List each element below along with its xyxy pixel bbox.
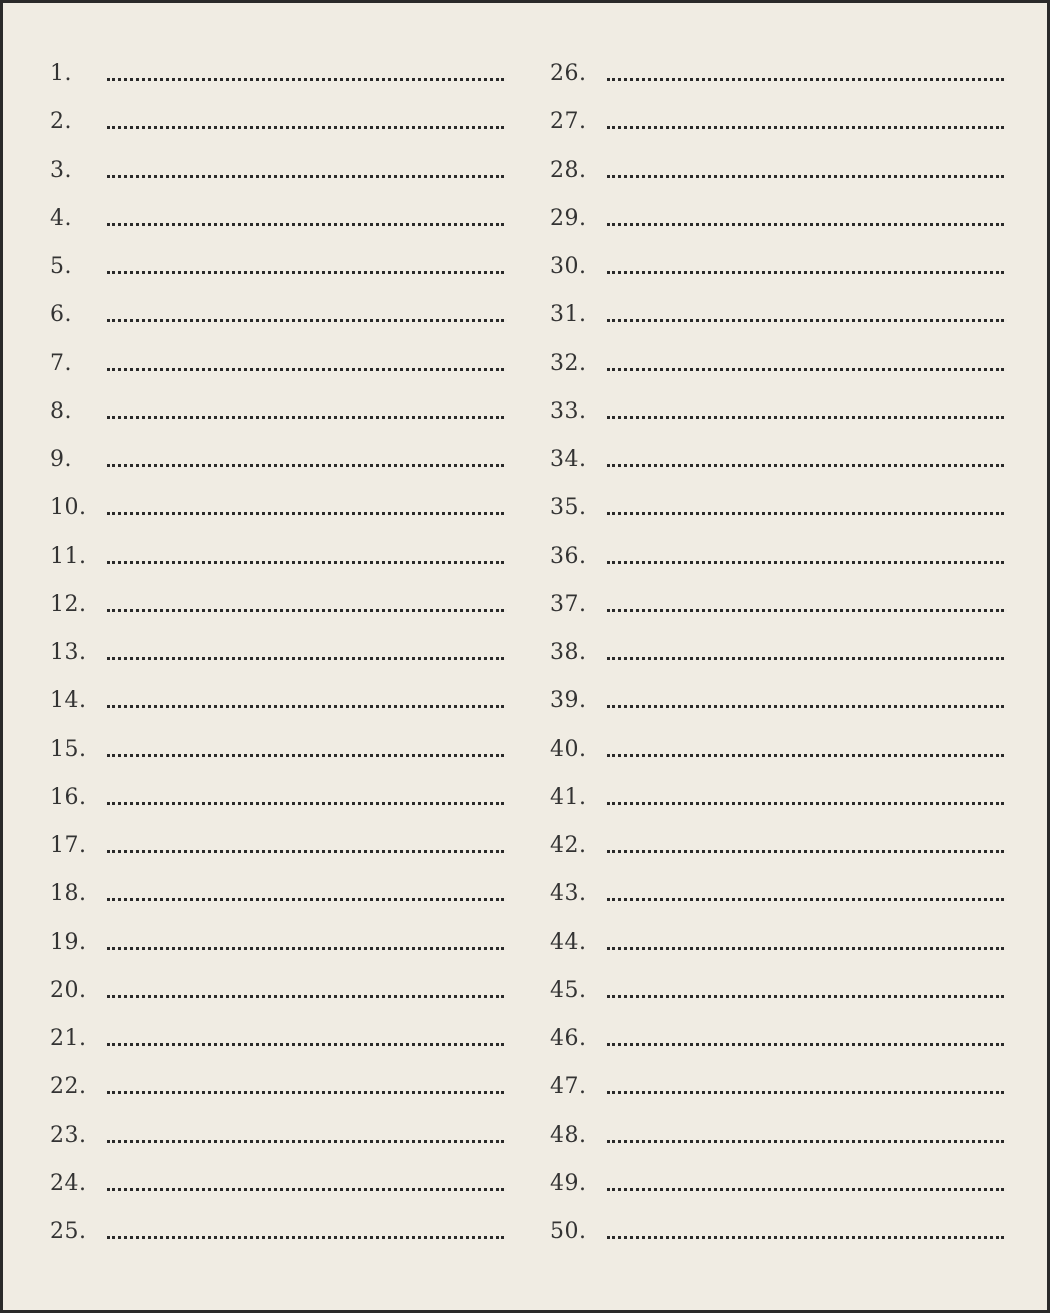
list-item bbox=[550, 389, 1005, 437]
dotted-answer-line[interactable] bbox=[607, 561, 1004, 564]
item-number: 41. bbox=[550, 784, 587, 810]
list-item bbox=[550, 292, 1005, 340]
dotted-answer-line[interactable] bbox=[607, 175, 1004, 178]
item-number: 36. bbox=[550, 543, 587, 569]
list-item bbox=[50, 920, 505, 968]
item-number: 23. bbox=[50, 1122, 87, 1148]
dotted-answer-line[interactable] bbox=[607, 1236, 1004, 1239]
list-item bbox=[550, 920, 1005, 968]
item-number: 1. bbox=[50, 61, 72, 86]
dotted-answer-line[interactable] bbox=[107, 850, 504, 853]
list-item bbox=[50, 1209, 505, 1257]
item-number: 17. bbox=[50, 833, 87, 858]
dotted-answer-line[interactable] bbox=[107, 1140, 504, 1143]
list-item bbox=[50, 1161, 505, 1209]
item-number: 22. bbox=[50, 1074, 87, 1100]
dotted-answer-line[interactable] bbox=[607, 464, 1004, 467]
item-number: 15. bbox=[50, 736, 87, 762]
dotted-answer-line[interactable] bbox=[607, 850, 1004, 853]
list-item bbox=[50, 775, 505, 823]
dotted-answer-line[interactable] bbox=[607, 126, 1004, 129]
item-number: 13. bbox=[50, 640, 87, 665]
dotted-answer-line[interactable] bbox=[107, 271, 504, 274]
dotted-answer-line[interactable] bbox=[107, 657, 504, 660]
item-number: 12. bbox=[50, 591, 87, 617]
item-number: 44. bbox=[550, 929, 587, 955]
dotted-answer-line[interactable] bbox=[607, 1043, 1004, 1046]
list-item bbox=[50, 1064, 505, 1112]
list-item bbox=[50, 1016, 505, 1064]
list-item bbox=[50, 292, 505, 340]
list-item bbox=[50, 485, 505, 533]
dotted-answer-line[interactable] bbox=[607, 1091, 1004, 1094]
list-item bbox=[50, 196, 505, 244]
dotted-answer-line[interactable] bbox=[607, 705, 1004, 708]
item-number: 42. bbox=[550, 833, 587, 858]
item-number: 47. bbox=[550, 1074, 587, 1100]
item-number: 24. bbox=[50, 1170, 87, 1196]
list-item bbox=[50, 630, 505, 678]
dotted-answer-line[interactable] bbox=[107, 319, 504, 322]
item-number: 2. bbox=[50, 109, 72, 135]
list-item bbox=[550, 148, 1005, 196]
item-number: 16. bbox=[50, 784, 87, 810]
item-number: 40. bbox=[550, 736, 587, 762]
item-number: 50. bbox=[550, 1219, 587, 1244]
dotted-answer-line[interactable] bbox=[607, 223, 1004, 226]
list-item bbox=[550, 823, 1005, 871]
dotted-answer-line[interactable] bbox=[107, 705, 504, 708]
list-item bbox=[50, 341, 505, 389]
list-item bbox=[550, 1064, 1005, 1112]
right-column bbox=[550, 51, 1005, 1257]
item-number: 5. bbox=[50, 254, 72, 279]
list-item bbox=[550, 244, 1005, 292]
list-item bbox=[550, 1209, 1005, 1257]
dotted-answer-line[interactable] bbox=[607, 947, 1004, 950]
list-item bbox=[50, 389, 505, 437]
item-number: 7. bbox=[50, 350, 72, 376]
dotted-answer-line[interactable] bbox=[107, 754, 504, 757]
list-item bbox=[550, 775, 1005, 823]
dotted-answer-line[interactable] bbox=[107, 416, 504, 419]
list-item bbox=[50, 99, 505, 147]
dotted-answer-line[interactable] bbox=[607, 512, 1004, 515]
dotted-answer-line[interactable] bbox=[607, 898, 1004, 901]
dotted-answer-line[interactable] bbox=[607, 1188, 1004, 1191]
item-number: 48. bbox=[550, 1122, 587, 1148]
list-item bbox=[550, 534, 1005, 582]
list-item bbox=[550, 341, 1005, 389]
dotted-answer-line[interactable] bbox=[107, 609, 504, 612]
item-number: 21. bbox=[50, 1026, 87, 1051]
dotted-answer-line[interactable] bbox=[607, 995, 1004, 998]
item-number: 26. bbox=[550, 61, 587, 86]
item-number: 32. bbox=[550, 350, 587, 376]
list-item bbox=[550, 485, 1005, 533]
list-item bbox=[50, 823, 505, 871]
item-number: 20. bbox=[50, 977, 87, 1003]
left-column bbox=[50, 51, 505, 1257]
list-item bbox=[550, 678, 1005, 726]
dotted-answer-line[interactable] bbox=[107, 175, 504, 178]
list-item bbox=[550, 437, 1005, 485]
dotted-answer-line[interactable] bbox=[607, 368, 1004, 371]
dotted-answer-line[interactable] bbox=[107, 995, 504, 998]
list-item bbox=[50, 148, 505, 196]
list-item bbox=[50, 871, 505, 919]
list-item bbox=[50, 678, 505, 726]
list-item bbox=[550, 1016, 1005, 1064]
dotted-answer-line[interactable] bbox=[607, 78, 1004, 81]
item-number: 3. bbox=[50, 157, 72, 183]
item-number: 34. bbox=[550, 447, 587, 472]
item-number: 11. bbox=[50, 543, 87, 569]
item-number: 14. bbox=[50, 688, 87, 714]
dotted-answer-line[interactable] bbox=[607, 271, 1004, 274]
dotted-answer-line[interactable] bbox=[107, 1043, 504, 1046]
item-number: 49. bbox=[550, 1170, 587, 1196]
dotted-answer-line[interactable] bbox=[107, 464, 504, 467]
item-number: 33. bbox=[550, 398, 587, 424]
list-item bbox=[550, 51, 1005, 99]
dotted-answer-line[interactable] bbox=[607, 657, 1004, 660]
dotted-answer-line[interactable] bbox=[607, 319, 1004, 322]
dotted-answer-line[interactable] bbox=[107, 561, 504, 564]
list-item bbox=[50, 582, 505, 630]
item-number: 18. bbox=[50, 881, 87, 907]
item-number: 35. bbox=[550, 495, 587, 521]
dotted-answer-line[interactable] bbox=[107, 512, 504, 515]
dotted-answer-line[interactable] bbox=[607, 609, 1004, 612]
item-number: 31. bbox=[550, 302, 587, 328]
dotted-answer-line[interactable] bbox=[607, 416, 1004, 419]
list-item bbox=[550, 582, 1005, 630]
item-number: 4. bbox=[50, 205, 72, 231]
list-item bbox=[550, 1161, 1005, 1209]
dotted-answer-line[interactable] bbox=[107, 223, 504, 226]
list-item bbox=[550, 1113, 1005, 1161]
dotted-answer-line[interactable] bbox=[607, 1140, 1004, 1143]
dotted-answer-line[interactable] bbox=[107, 1236, 504, 1239]
item-number: 37. bbox=[550, 591, 587, 617]
list-item bbox=[50, 244, 505, 292]
list-item bbox=[550, 630, 1005, 678]
dotted-answer-line[interactable] bbox=[107, 368, 504, 371]
list-item bbox=[50, 968, 505, 1016]
item-number: 30. bbox=[550, 254, 587, 279]
item-number: 38. bbox=[550, 640, 587, 665]
list-item bbox=[50, 727, 505, 775]
item-number: 46. bbox=[550, 1026, 587, 1051]
list-item bbox=[550, 871, 1005, 919]
list-item bbox=[550, 968, 1005, 1016]
dotted-answer-line[interactable] bbox=[607, 754, 1004, 757]
item-number: 28. bbox=[550, 157, 587, 183]
dotted-answer-line[interactable] bbox=[607, 802, 1004, 805]
item-number: 27. bbox=[550, 109, 587, 135]
item-number: 9. bbox=[50, 447, 72, 472]
dotted-answer-line[interactable] bbox=[107, 78, 504, 81]
item-number: 39. bbox=[550, 688, 587, 714]
item-number: 45. bbox=[550, 977, 587, 1003]
list-item bbox=[550, 99, 1005, 147]
dotted-answer-line[interactable] bbox=[107, 126, 504, 129]
dotted-answer-line[interactable] bbox=[107, 1188, 504, 1191]
list-item bbox=[550, 727, 1005, 775]
list-item bbox=[550, 196, 1005, 244]
item-number: 8. bbox=[50, 398, 72, 424]
list-item bbox=[50, 1113, 505, 1161]
item-number: 43. bbox=[550, 881, 587, 907]
item-number: 10. bbox=[50, 495, 87, 521]
dotted-answer-line[interactable] bbox=[107, 802, 504, 805]
item-number: 29. bbox=[550, 205, 587, 231]
dotted-answer-line[interactable] bbox=[107, 898, 504, 901]
list-item bbox=[50, 534, 505, 582]
item-number: 19. bbox=[50, 929, 87, 955]
list-item bbox=[50, 437, 505, 485]
list-item bbox=[50, 51, 505, 99]
item-number: 25. bbox=[50, 1219, 87, 1244]
dotted-answer-line[interactable] bbox=[107, 1091, 504, 1094]
item-number: 6. bbox=[50, 302, 72, 328]
dotted-answer-line[interactable] bbox=[107, 947, 504, 950]
